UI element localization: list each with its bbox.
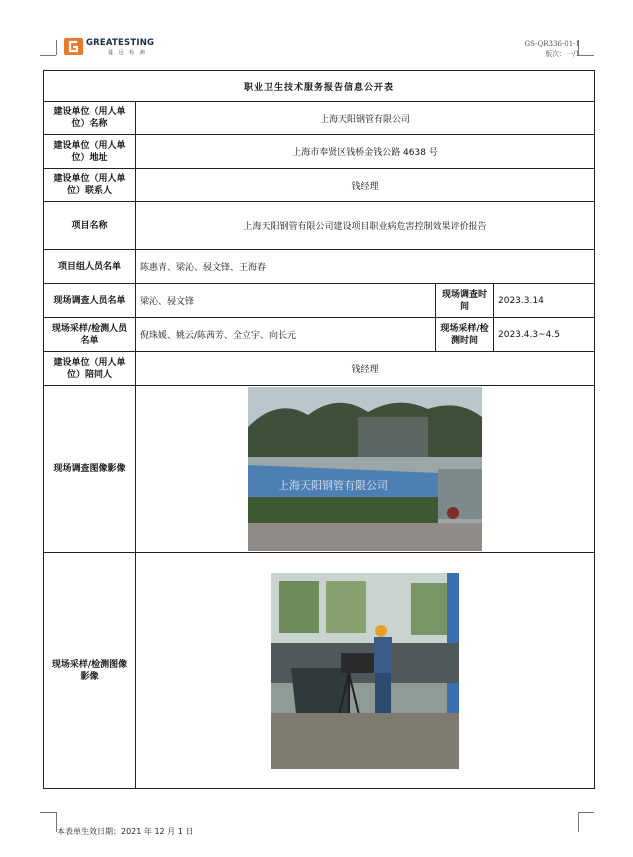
row-value: 倪珠媛、姚云/陈茜芳、全立宇、向长元: [136, 318, 436, 352]
crop-mark-bottom-left-h: [40, 812, 56, 813]
row-value: 上海天阳钢管有限公司建设项目职业病危害控制效果评价报告: [136, 202, 595, 250]
table-row: [44, 386, 595, 553]
crop-mark-top-right-h: [578, 55, 594, 56]
crop-mark-top-left-v: [56, 40, 57, 55]
row-time-value: 2023.4.3~4.5: [494, 318, 595, 352]
sampling-photo: [271, 573, 459, 769]
row-label: 现场采样/检测图像影像: [44, 553, 136, 789]
table-row: [44, 352, 595, 386]
table-row: [44, 169, 595, 202]
info-table: [43, 70, 595, 789]
table-title: 职业卫生技术服务报告信息公开表: [44, 71, 595, 102]
photo-cell: [136, 553, 595, 789]
row-value: 陈惠青、梁沁、骎文锋、王海春: [136, 250, 595, 284]
row-time-label: 现场调查时间: [436, 284, 494, 318]
table-row: [44, 318, 595, 352]
table-row: [44, 202, 595, 250]
row-label: 建设单位（用人单位）地址: [44, 135, 136, 169]
doc-code: GS-QR336-01-1: [524, 40, 580, 48]
row-value: 上海市奉贤区钱桥金钱公路 4638 号: [136, 135, 595, 169]
title-row: [44, 71, 595, 102]
table-row: [44, 102, 595, 135]
footer-effective-date: 本表单生效日期：2021 年 12 月 1 日: [57, 827, 194, 836]
logo-name: GREATESTING: [86, 38, 155, 48]
row-value: 上海天阳钢管有限公司: [136, 102, 595, 135]
survey-photo: [248, 387, 482, 551]
doc-version: 版次：一/1: [545, 50, 580, 58]
row-time-value: 2023.3.14: [494, 284, 595, 318]
table-row: [44, 553, 595, 789]
row-label: 项目名称: [44, 202, 136, 250]
table-row: [44, 250, 595, 284]
row-label: 建设单位（用人单位）陪同人: [44, 352, 136, 386]
row-value: 钱经理: [136, 169, 595, 202]
table-row: [44, 284, 595, 318]
row-label: 现场调查人员名单: [44, 284, 136, 318]
logo-mark-icon: [64, 38, 83, 55]
row-label: 建设单位（用人单位）名称: [44, 102, 136, 135]
crop-mark-bottom-right-v: [578, 812, 579, 832]
doc-code-block: [525, 39, 580, 59]
row-label: 项目组人员名单: [44, 250, 136, 284]
table-row: [44, 135, 595, 169]
row-label: 建设单位（用人单位）联系人: [44, 169, 136, 202]
row-label: 现场调查图像影像: [44, 386, 136, 553]
row-value: 钱经理: [136, 352, 595, 386]
company-logo: [64, 37, 184, 59]
logo-subtitle: 蔓 远 检 测: [108, 50, 147, 56]
row-label: 现场采样/检测人员名单: [44, 318, 136, 352]
crop-mark-top-left-h: [40, 55, 56, 56]
photo-cell: [136, 386, 595, 553]
row-time-label: 现场采样/检测时间: [436, 318, 494, 352]
crop-mark-bottom-right-h: [578, 812, 594, 813]
row-value: 梁沁、骎文锋: [136, 284, 436, 318]
sign-text: 上海天阳钢管有限公司: [278, 479, 388, 492]
